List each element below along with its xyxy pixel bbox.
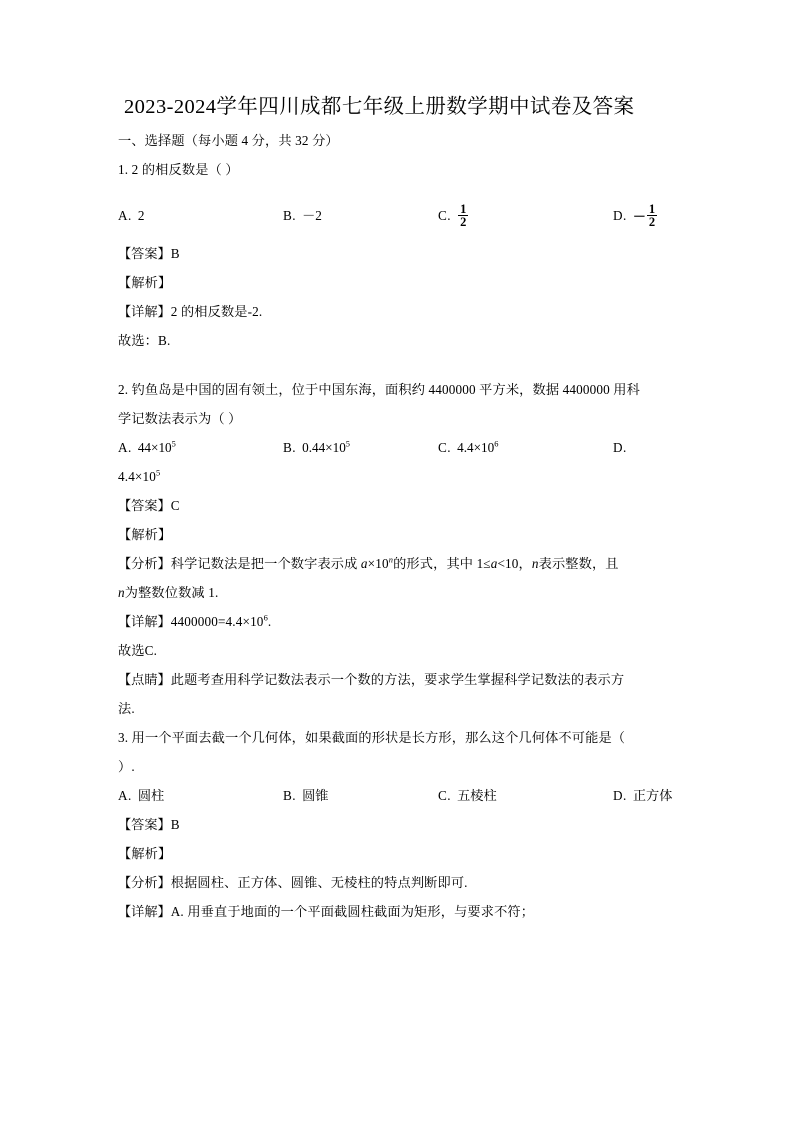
- section-heading: 一、选择题（每小题 4 分，共 32 分）: [118, 133, 339, 148]
- fenxi-text-part1: 科学记数法是把一个数字表示成: [170, 556, 361, 571]
- question-3-xiangjie: [118, 897, 682, 926]
- fraction-numerator: 1: [648, 201, 656, 216]
- question-3-option-c[interactable]: [438, 781, 497, 810]
- fraction-one-half: [458, 203, 468, 230]
- question-1-stem: [118, 155, 682, 184]
- question-2-options: [118, 433, 682, 462]
- question-2-fenxi-line2: [118, 578, 682, 607]
- option-value: [138, 440, 176, 455]
- option-base: 0.44×10: [302, 440, 346, 455]
- question-3-stem-line1: 3. 用一个平面去截一个几何体，如果截面的形状是长方形，那么这个几何体不可能是（: [118, 730, 626, 745]
- question-1-option-a[interactable]: [118, 193, 144, 239]
- answer-value: C: [170, 498, 180, 513]
- option-label: D.: [613, 440, 627, 455]
- fenxi-text-part4: 表示整数，且: [538, 556, 619, 571]
- fenxi-text: 为整数位数减 1.: [124, 585, 219, 600]
- dianjing-text: 此题考查用科学记数法表示一个数的方法，要求学生掌握科学记数法的表示方: [170, 672, 625, 687]
- question-1-options: [118, 193, 682, 239]
- detail-label: 【详解】: [118, 304, 171, 319]
- fenxi-label: 【分析】: [118, 875, 171, 890]
- question-3-fenxi: [118, 868, 682, 897]
- question-2-answer: [118, 491, 682, 520]
- option-value: 2: [137, 208, 145, 223]
- option-label: B.: [283, 208, 297, 223]
- detail-text: 2 的相反数是-2.: [170, 304, 263, 319]
- option-base: 44×10: [137, 440, 172, 455]
- question-2-dianjing-line2: 法.: [118, 701, 135, 716]
- detail-text: A. 用垂直于地面的一个平面截圆柱截面为矩形，与要求不符；: [170, 904, 535, 919]
- detail-label: 【详解】: [118, 614, 171, 629]
- option-value: [457, 440, 498, 455]
- exponent: 6: [263, 613, 268, 623]
- question-1-detail: [118, 297, 682, 326]
- option-label: A.: [118, 788, 132, 803]
- question-2-option-b[interactable]: [283, 433, 350, 462]
- question-2-option-d-wrapped[interactable]: [118, 462, 682, 491]
- option-value: [457, 201, 469, 230]
- variable-n: n: [118, 585, 125, 600]
- option-label: B.: [283, 440, 297, 455]
- detail-text-post: .: [267, 614, 272, 629]
- fraction-numerator: 1: [460, 201, 467, 216]
- option-label: C.: [438, 788, 452, 803]
- question-3-stem-line2: ）.: [118, 759, 135, 774]
- question-1-conclusion: 故选：B.: [118, 333, 171, 348]
- question-2-stem-line1: 2. 钓鱼岛是中国的固有领土，位于中国东海，面积约 4400000 平方米，数据 4400000 用科: [118, 382, 640, 397]
- option-value: 圆柱: [137, 788, 165, 803]
- question-2-option-a[interactable]: [118, 433, 176, 462]
- question-2-jiexi-label: 【解析】: [118, 527, 172, 542]
- fenxi-text: 根据圆柱、正方体、圆锥、无棱柱的特点判断即可.: [170, 875, 468, 890]
- option-base: 4.4×10: [118, 469, 157, 484]
- question-1-option-c[interactable]: [438, 193, 469, 239]
- option-exponent: 5: [345, 439, 350, 449]
- question-2-conclusion: 故选C.: [118, 643, 158, 658]
- answer-label: 【答案】: [118, 498, 171, 513]
- option-label: A.: [118, 440, 132, 455]
- minus-sign: －: [632, 208, 646, 224]
- option-label: B.: [283, 788, 297, 803]
- question-2-xiangjie: [118, 607, 682, 636]
- option-base: 4.4×10: [457, 440, 495, 455]
- question-3-option-b[interactable]: [283, 781, 328, 810]
- spacer: [118, 184, 682, 193]
- variable-a: a: [360, 556, 368, 571]
- option-value: [632, 201, 658, 230]
- detail-label: 【详解】: [118, 904, 171, 919]
- option-exponent: 6: [494, 439, 499, 449]
- question-3-answer: [118, 810, 682, 839]
- option-value: 圆锥: [302, 788, 329, 803]
- answer-label: 【答案】: [118, 817, 171, 832]
- option-label: C.: [438, 208, 452, 223]
- question-3-option-d[interactable]: [613, 781, 672, 810]
- option-value: 五棱柱: [457, 788, 497, 803]
- document-content: [118, 92, 682, 926]
- question-3-options: [118, 781, 682, 810]
- spacer: [118, 355, 682, 375]
- option-value: [302, 440, 350, 455]
- option-value: －2: [302, 208, 322, 223]
- question-1-number: 1.: [118, 162, 129, 177]
- option-label: A.: [118, 208, 132, 223]
- exponent-n: n: [388, 555, 394, 565]
- question-2-fenxi-line1: [118, 549, 682, 578]
- question-1-option-d[interactable]: [613, 193, 658, 240]
- answer-value: B: [170, 246, 180, 261]
- fenxi-text-part3: <10，: [497, 556, 532, 571]
- option-label: D.: [613, 788, 627, 803]
- option-exponent: 5: [156, 468, 161, 478]
- dianjing-label: 【点睛】: [118, 672, 171, 687]
- question-1-text: 2 的相反数是（ ）: [131, 162, 239, 177]
- answer-value: B: [170, 817, 180, 832]
- option-label: C.: [438, 440, 452, 455]
- option-value: 正方体: [632, 788, 673, 803]
- option-exponent: 5: [171, 439, 176, 449]
- fenxi-label: 【分析】: [118, 556, 171, 571]
- fenxi-text-part2: 的形式，其中 1≤: [393, 556, 491, 571]
- page-title: 2023-2024学年四川成都七年级上册数学期中试卷及答案: [124, 96, 635, 118]
- detail-text: 4400000=4.4×10: [170, 614, 264, 629]
- fraction-one-half: [647, 203, 657, 230]
- question-1-answer: [118, 239, 682, 268]
- question-2-dianjing-line1: [118, 665, 682, 694]
- variable-a: a: [490, 556, 498, 571]
- fraction-denominator: 2: [648, 215, 656, 230]
- times-ten: ×10: [367, 556, 389, 571]
- answer-label: 【答案】: [118, 246, 171, 261]
- option-label: D.: [613, 208, 627, 223]
- fraction-denominator: 2: [460, 215, 467, 230]
- question-1-option-b[interactable]: [283, 193, 322, 239]
- question-2-stem-line2: 学记数法表示为（ ）: [118, 411, 242, 426]
- question-2-option-c[interactable]: [438, 433, 498, 462]
- question-3-jiexi-label: 【解析】: [118, 846, 172, 861]
- variable-n: n: [531, 556, 539, 571]
- question-2-option-d[interactable]: [613, 433, 627, 462]
- question-3-option-a[interactable]: [118, 781, 164, 810]
- question-1-jiexi-label: 【解析】: [118, 275, 172, 290]
